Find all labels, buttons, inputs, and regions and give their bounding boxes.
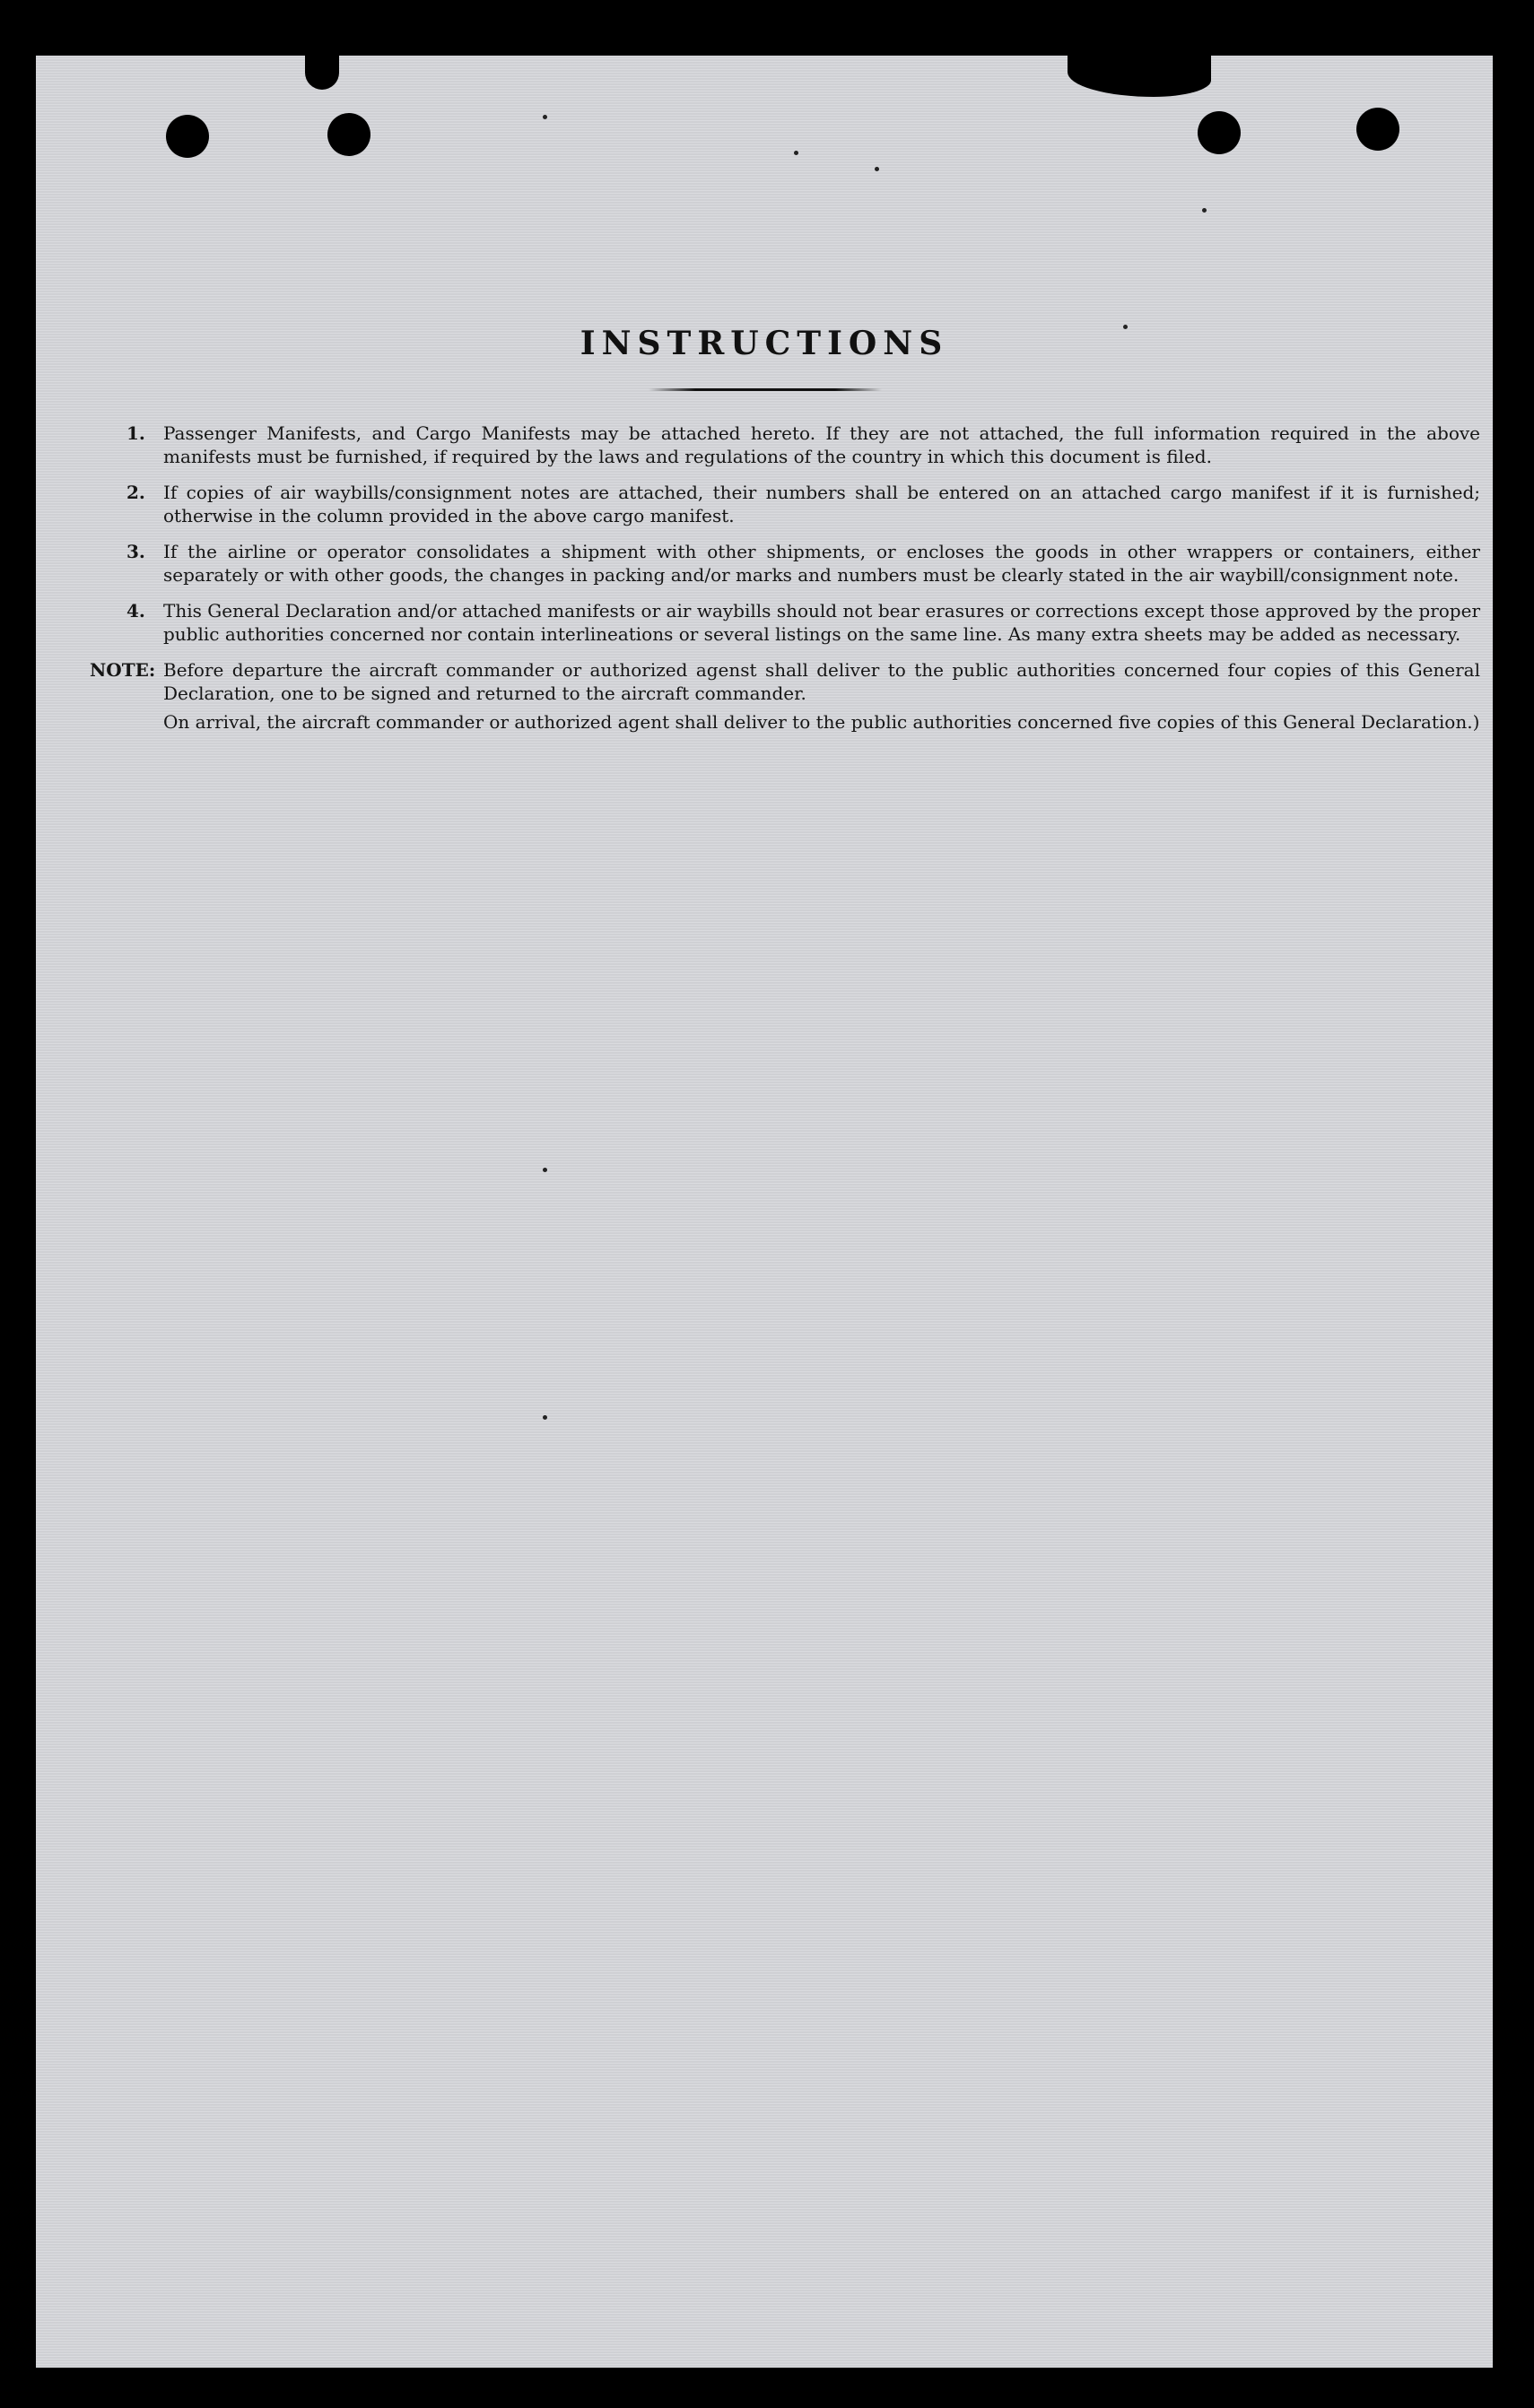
torn-edge [305, 56, 339, 90]
instruction-number: 4. [126, 600, 145, 622]
punch-hole [327, 113, 370, 156]
paper-speck [875, 167, 879, 171]
title-underline [649, 388, 882, 391]
paper-speck [543, 1415, 547, 1420]
paper-speck [1202, 208, 1207, 213]
punch-hole [1198, 111, 1241, 154]
note-label: NOTE: [90, 659, 156, 681]
instruction-item [90, 422, 1480, 468]
instruction-number: 2. [126, 482, 145, 503]
note-block [90, 658, 1480, 734]
paper-speck [543, 115, 547, 119]
page-title: INSTRUCTIONS [580, 325, 949, 362]
punch-hole [1356, 108, 1399, 151]
torn-edge [1068, 56, 1211, 97]
punch-hole [166, 115, 209, 158]
note-paragraph: Before departure the aircraft commander or authorized agenst shall deliver to the public authorities concerned four copies of this General Declaration, one to be signed and returned to the aircraft commander. [163, 659, 1480, 704]
instruction-text: If copies of air waybills/consignment notes are attached, their numbers shall be entered on an attached cargo manifest if it is furnished; otherwise in the column provided in the above cargo manifest. [163, 482, 1480, 526]
instruction-text: Passenger Manifests, and Cargo Manifests may be attached hereto. If they are not attached, the full information required in the above manifests must be furnished, if required by the laws and regulations of the country in which this document is filed. [163, 422, 1480, 467]
instruction-text: This General Declaration and/or attached manifests or air waybills should not bear erasures or corrections except those approved by the proper public authorities concerned nor contain interlineations or several listings on the same line. As many extra sheets may be added as necessary. [163, 600, 1480, 645]
instruction-item [90, 599, 1480, 646]
paper-speck [794, 151, 798, 155]
instructions-list [90, 422, 1480, 739]
instruction-number: 1. [126, 422, 145, 444]
note-paragraph: On arrival, the aircraft commander or authorized agent shall deliver to the public authorities concerned five copies of this General Declaration.) [163, 711, 1480, 733]
instruction-text: If the airline or operator consolidates a shipment with other shipments, or encloses the goods in other wrappers or containers, either separately or with other goods, the changes in packing and/or marks and numbers must be clearly stated in the air waybill/consignment note. [163, 541, 1480, 586]
instruction-item [90, 481, 1480, 527]
instruction-number: 3. [126, 541, 145, 562]
paper-speck [543, 1168, 547, 1172]
instruction-item [90, 540, 1480, 587]
document-page [36, 56, 1493, 2368]
